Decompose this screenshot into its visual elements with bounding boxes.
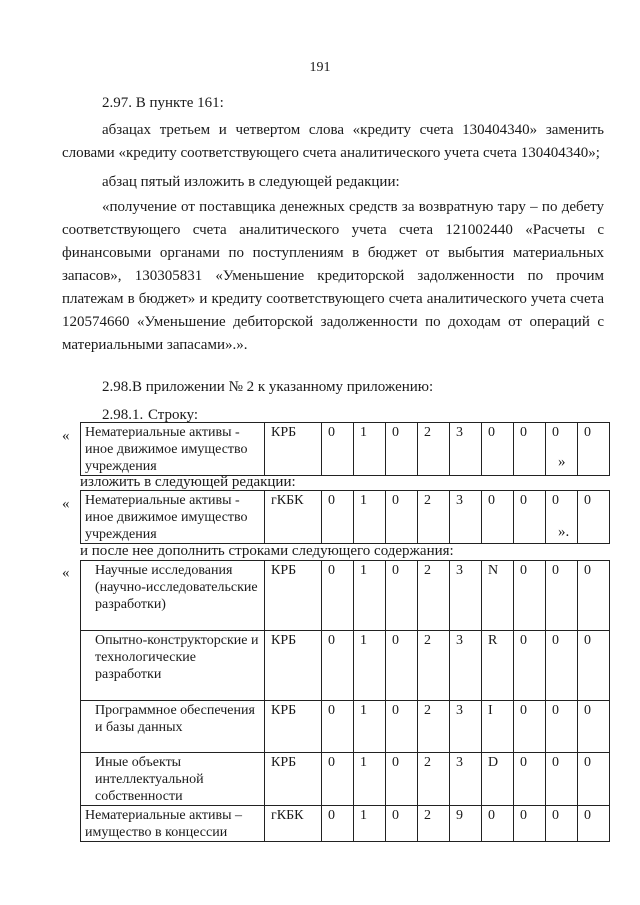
code-cell: гКБК xyxy=(265,806,322,842)
digit-cell: 1 xyxy=(354,753,386,806)
account-name-cell: Научные исследования (научно-исследовательские разработки) xyxy=(81,561,265,631)
digit-cell: 1 xyxy=(354,806,386,842)
subitem-number: 2.98.1. xyxy=(102,407,144,423)
digit-cell: 1 xyxy=(354,423,386,476)
digit-cell: 0 xyxy=(546,561,578,631)
digit-cell: 2 xyxy=(418,631,450,701)
digit-cell: 2 xyxy=(418,423,450,476)
digit-cell: 0 xyxy=(322,701,354,753)
digit-cell: 0 xyxy=(514,561,546,631)
digit-cell: 1 xyxy=(354,561,386,631)
digit-cell: 0 xyxy=(546,701,578,753)
digit-cell: 0 xyxy=(386,806,418,842)
digit-cell: 2 xyxy=(418,561,450,631)
digit-cell: 0 xyxy=(514,631,546,701)
code-cell: гКБК xyxy=(265,491,322,544)
table-row xyxy=(81,491,610,544)
paragraph-replace-words: абзацах третьем и четвертом слова «кредиту счета 130404340» заменить словами «кредиту соответствующего счета аналитического учета счета 130404340»; xyxy=(62,122,604,161)
digit-cell: 0 xyxy=(386,423,418,476)
paragraph-new-text: «получение от поставщика денежных средств за возвратную тару – по дебету соответствующего счета аналитического учета счета 121002440 «Расчеты с финансовыми органами по поступлениям в бюджет от выбытия материальных запасов», 130305831 «Уменьшение кредиторской задолженности по прочим платежам в бюджет» и кредиту соответствующего счета аналитического учета счета 120574660 «Уменьшение дебиторской задолженности по доходам от операций с материальными запасами».». xyxy=(62,199,604,353)
digit-cell: 0 xyxy=(514,701,546,753)
table-row xyxy=(81,753,610,806)
quote-close-1: » xyxy=(558,454,566,470)
digit-cell: 0 xyxy=(322,491,354,544)
subitem-label: Строку: xyxy=(148,407,199,423)
account-name-cell: Нематериальные активы – имущество в концессии xyxy=(81,806,265,842)
digit-cell: 0 xyxy=(546,806,578,842)
digit-cell: 2 xyxy=(418,806,450,842)
digit-cell: 0 xyxy=(546,423,578,476)
account-name-cell: Иные объекты интеллектуальной собственности xyxy=(81,753,265,806)
code-cell: КРБ xyxy=(265,631,322,701)
digit-cell: N xyxy=(482,561,514,631)
digit-cell: 0 xyxy=(546,753,578,806)
digit-cell: 9 xyxy=(450,806,482,842)
code-cell: КРБ xyxy=(265,753,322,806)
digit-cell: 3 xyxy=(450,423,482,476)
digit-cell: 0 xyxy=(482,423,514,476)
digit-cell: 2 xyxy=(418,753,450,806)
digit-cell: 3 xyxy=(450,701,482,753)
digit-cell: 3 xyxy=(450,753,482,806)
digit-cell: 0 xyxy=(578,561,610,631)
code-cell: КРБ xyxy=(265,701,322,753)
digit-cell: 0 xyxy=(386,491,418,544)
digit-cell: 3 xyxy=(450,491,482,544)
digit-cell: 0 xyxy=(322,423,354,476)
digit-cell: 3 xyxy=(450,631,482,701)
digit-cell: 0 xyxy=(322,631,354,701)
digit-cell: 0 xyxy=(578,423,610,476)
table-added-rows xyxy=(80,560,610,842)
digit-cell: 2 xyxy=(418,701,450,753)
replace-instruction: изложить в следующей редакции: xyxy=(80,474,296,490)
table-row xyxy=(81,806,610,842)
page-number: 191 xyxy=(309,60,331,75)
table-row xyxy=(81,561,610,631)
digit-cell: 1 xyxy=(354,701,386,753)
digit-cell: 3 xyxy=(450,561,482,631)
digit-cell: 0 xyxy=(546,491,578,544)
account-name-cell: Нематериальные активы - иное движимое имущество учреждения xyxy=(81,423,265,476)
digit-cell: 0 xyxy=(514,806,546,842)
digit-cell: 0 xyxy=(386,753,418,806)
digit-cell: 0 xyxy=(514,753,546,806)
account-name-cell: Опытно-конструкторские и технологические разработки xyxy=(81,631,265,701)
account-name-cell: Программное обеспечения и базы данных xyxy=(81,701,265,753)
table-new-row xyxy=(80,490,610,544)
code-cell: КРБ xyxy=(265,561,322,631)
digit-cell: 0 xyxy=(514,491,546,544)
table-row xyxy=(81,423,610,476)
quote-open-2: « xyxy=(62,496,70,512)
account-name-cell: Нематериальные активы - иное движимое имущество учреждения xyxy=(81,491,265,544)
paragraph-2-98: 2.98.В приложении № 2 к указанному приложению: xyxy=(102,379,434,395)
digit-cell: 0 xyxy=(386,561,418,631)
table-old-row xyxy=(80,422,610,476)
digit-cell: 0 xyxy=(578,701,610,753)
digit-cell: 0 xyxy=(386,631,418,701)
digit-cell: 0 xyxy=(322,806,354,842)
add-instruction: и после нее дополнить строками следующего содержания: xyxy=(80,543,454,559)
digit-cell: 0 xyxy=(482,491,514,544)
digit-cell: 1 xyxy=(354,631,386,701)
digit-cell: 0 xyxy=(578,491,610,544)
digit-cell: 0 xyxy=(578,631,610,701)
digit-cell: 0 xyxy=(514,423,546,476)
paragraph-2-97: 2.97. В пункте 161: xyxy=(102,95,224,111)
digit-cell: 0 xyxy=(578,753,610,806)
digit-cell: 1 xyxy=(354,491,386,544)
table-row xyxy=(81,701,610,753)
digit-cell: I xyxy=(482,701,514,753)
digit-cell: 2 xyxy=(418,491,450,544)
digit-cell: 0 xyxy=(482,806,514,842)
quote-close-2: ». xyxy=(558,524,570,540)
digit-cell: 0 xyxy=(322,561,354,631)
quote-open-3: « xyxy=(62,565,70,581)
digit-cell: 0 xyxy=(578,806,610,842)
digit-cell: R xyxy=(482,631,514,701)
table-row xyxy=(81,631,610,701)
digit-cell: D xyxy=(482,753,514,806)
quote-open-1: « xyxy=(62,428,70,444)
digit-cell: 0 xyxy=(322,753,354,806)
code-cell: КРБ xyxy=(265,423,322,476)
digit-cell: 0 xyxy=(546,631,578,701)
digit-cell: 0 xyxy=(386,701,418,753)
paragraph-fifth-abzac: абзац пятый изложить в следующей редакции: xyxy=(102,174,400,190)
